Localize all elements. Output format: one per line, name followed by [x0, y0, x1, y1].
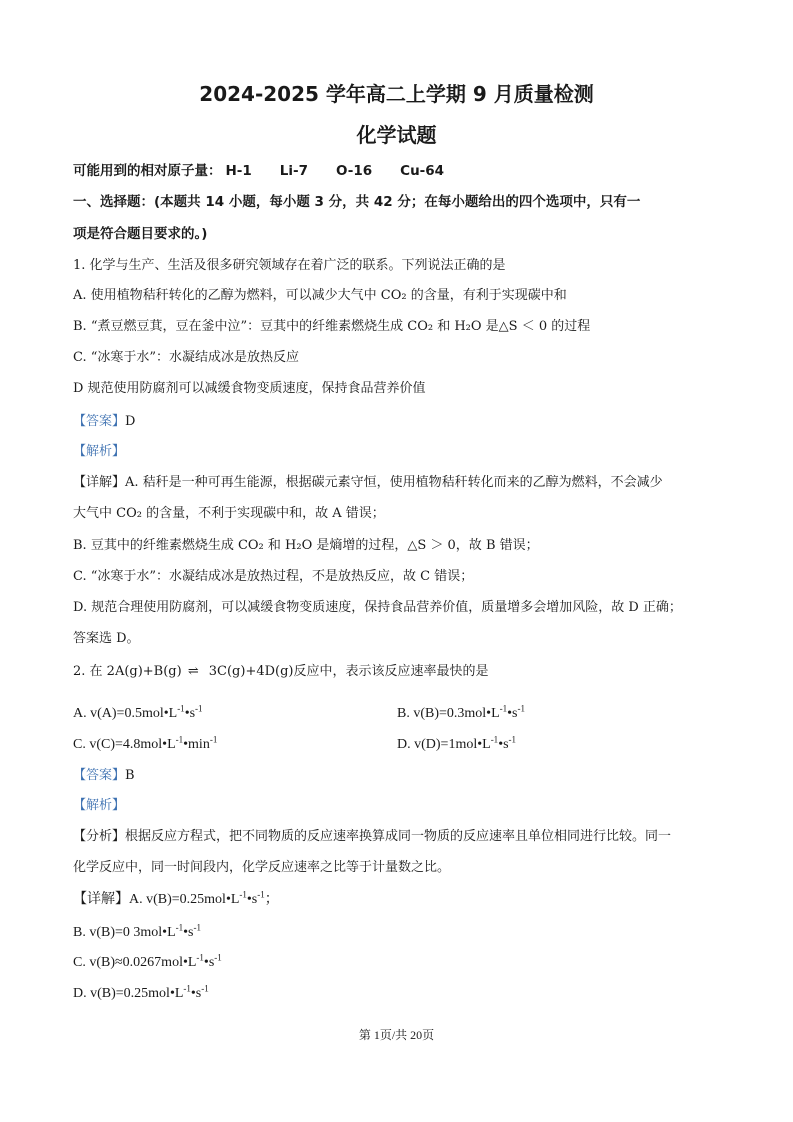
exp: -1	[201, 983, 209, 994]
unit: •min	[183, 737, 210, 752]
q1-detail-2: 大气中 CO₂ 的含量，不利于实现碳中和，故 A 错误；	[73, 506, 385, 521]
unit: •s	[507, 706, 518, 721]
q2-detail-b-text: B. v(B)=0 3mol•L	[73, 925, 176, 940]
q2-detail-d	[73, 985, 209, 1003]
exp: -1	[175, 734, 184, 745]
unit: •s	[203, 955, 215, 970]
q1-option-d: D 规范使用防腐剂可以减缓食物变质速度，保持食品营养价值	[73, 381, 426, 396]
q2-analysis-label: 【解析】	[73, 798, 126, 813]
section-heading-line1: 一、选择题：(本题共 14 小题，每小题 3 分，共 42 分；在每小题给出的四个选项中，只有一	[73, 194, 641, 210]
exp: -1	[175, 922, 184, 933]
q2-detail-c	[73, 954, 222, 972]
q2-detail-a	[73, 891, 279, 909]
q2-option-a-text: A. v(A)=0.5mol•L	[73, 706, 178, 721]
q2-answer	[73, 767, 135, 785]
atomic-masses	[73, 162, 472, 180]
q2-option-c-text: C. v(C)=4.8mol•L	[73, 737, 176, 752]
unit: •s	[246, 892, 258, 907]
equilibrium-arrow-icon: ⇌	[187, 664, 199, 679]
page-subtitle: 化学试题	[356, 123, 437, 147]
unit: •s	[183, 925, 194, 940]
q2-option-b-text: B. v(B)=0.3mol•L	[397, 706, 500, 721]
q1-detail-1: 【详解】A. 秸秆是一种可再生能源，根据碳元素守恒，使用植物秸秆转化而来的乙醇为燃料，不会减少	[73, 475, 663, 490]
q1-detail-6: 答案选 D。	[73, 631, 140, 646]
page-footer: 第 1页/共 20页	[358, 1028, 435, 1042]
atom-o: O-16	[336, 163, 373, 179]
semicolon: ；	[264, 892, 279, 907]
q1-stem: 1. 化学与生产、生活及很多研究领域存在着广泛的联系。下列说法正确的是	[73, 258, 506, 273]
q2-stem-post: 3C(g)+4D(g)反应中，表示该反应速率最快的是	[208, 664, 489, 679]
unit: •s	[498, 737, 509, 752]
exp: -1	[239, 889, 247, 900]
q1-answer-value: D	[125, 414, 136, 429]
q2-option-b	[397, 705, 525, 723]
unit: •s	[184, 706, 196, 721]
page-title: 2024-2025 学年高二上学期 9 月质量检测	[199, 82, 594, 106]
q2-option-a	[73, 705, 203, 723]
q1-detail-4: C. “冰寒于水”：水凝结成冰是放热过程，不是放热反应，故 C 错误；	[73, 569, 474, 584]
q1-analysis-label: 【解析】	[73, 444, 126, 459]
exp: -1	[209, 734, 218, 745]
q2-option-d	[397, 736, 516, 754]
exp: -1	[517, 703, 525, 714]
q1-answer	[73, 413, 135, 431]
answer-label: 【答案】	[73, 768, 126, 783]
q1-option-b: B. “煮豆燃豆萁，豆在釜中泣”：豆萁中的纤维素燃烧生成 CO₂ 和 H₂O 是△S ＜ 0 的过程	[73, 319, 591, 334]
atom-li: Li-7	[279, 163, 309, 179]
q1-option-c: C. “冰寒于水”：水凝结成冰是放热反应	[73, 350, 300, 365]
exp: -1	[499, 703, 508, 714]
exp: -1	[196, 952, 204, 963]
q2-detail-d-text: D. v(B)=0.25mol•L	[73, 986, 184, 1001]
exp: -1	[490, 734, 499, 745]
exp: -1	[183, 983, 191, 994]
exp: -1	[508, 734, 517, 745]
exp: -1	[177, 703, 185, 714]
atom-h: H-1	[225, 163, 252, 179]
q1-option-a: A. 使用植物秸秆转化的乙醇为燃料，可以减少大气中 CO₂ 的含量，有利于实现碳中和	[73, 288, 567, 303]
q2-stem	[73, 663, 489, 681]
exp: -1	[193, 922, 201, 933]
section-heading-line2: 项是符合题目要求的。)	[73, 226, 208, 242]
q1-detail-3: B. 豆萁中的纤维素燃烧生成 CO₂ 和 H₂O 是熵增的过程，△S ＞ 0，故 B 错误；	[73, 538, 539, 553]
q1-detail-5: D. 规范合理使用防腐剂，可以减缓食物变质速度，保持食品营养价值，质量增多会增加风险，故 D 正确；	[73, 600, 682, 615]
exp: -1	[257, 889, 265, 900]
exp: -1	[195, 703, 203, 714]
answer-label: 【答案】	[73, 414, 126, 429]
q2-fenxi-1: 【分析】根据反应方程式，把不同物质的反应速率换算成同一物质的反应速率且单位相同进行比较。同一	[73, 829, 672, 844]
q2-option-c	[73, 736, 217, 754]
q2-detail-b	[73, 924, 201, 942]
q2-detail-a-text: 【详解】A. v(B)=0.25mol•L	[73, 892, 240, 907]
q2-fenxi-2: 化学反应中，同一时间段内，化学反应速率之比等于计量数之比。	[73, 860, 451, 875]
q2-stem-pre: 2. 在 2A(g)+B(g)	[73, 664, 182, 679]
q2-answer-value: B	[125, 768, 135, 783]
q2-option-d-text: D. v(D)=1mol•L	[397, 737, 491, 752]
unit: •s	[190, 986, 202, 1001]
exp: -1	[214, 952, 222, 963]
q2-detail-c-text: C. v(B)≈0.0267mol•L	[73, 955, 197, 970]
atomic-masses-label: 可能用到的相对原子量：	[73, 163, 222, 179]
atom-cu: Cu-64	[400, 163, 445, 179]
